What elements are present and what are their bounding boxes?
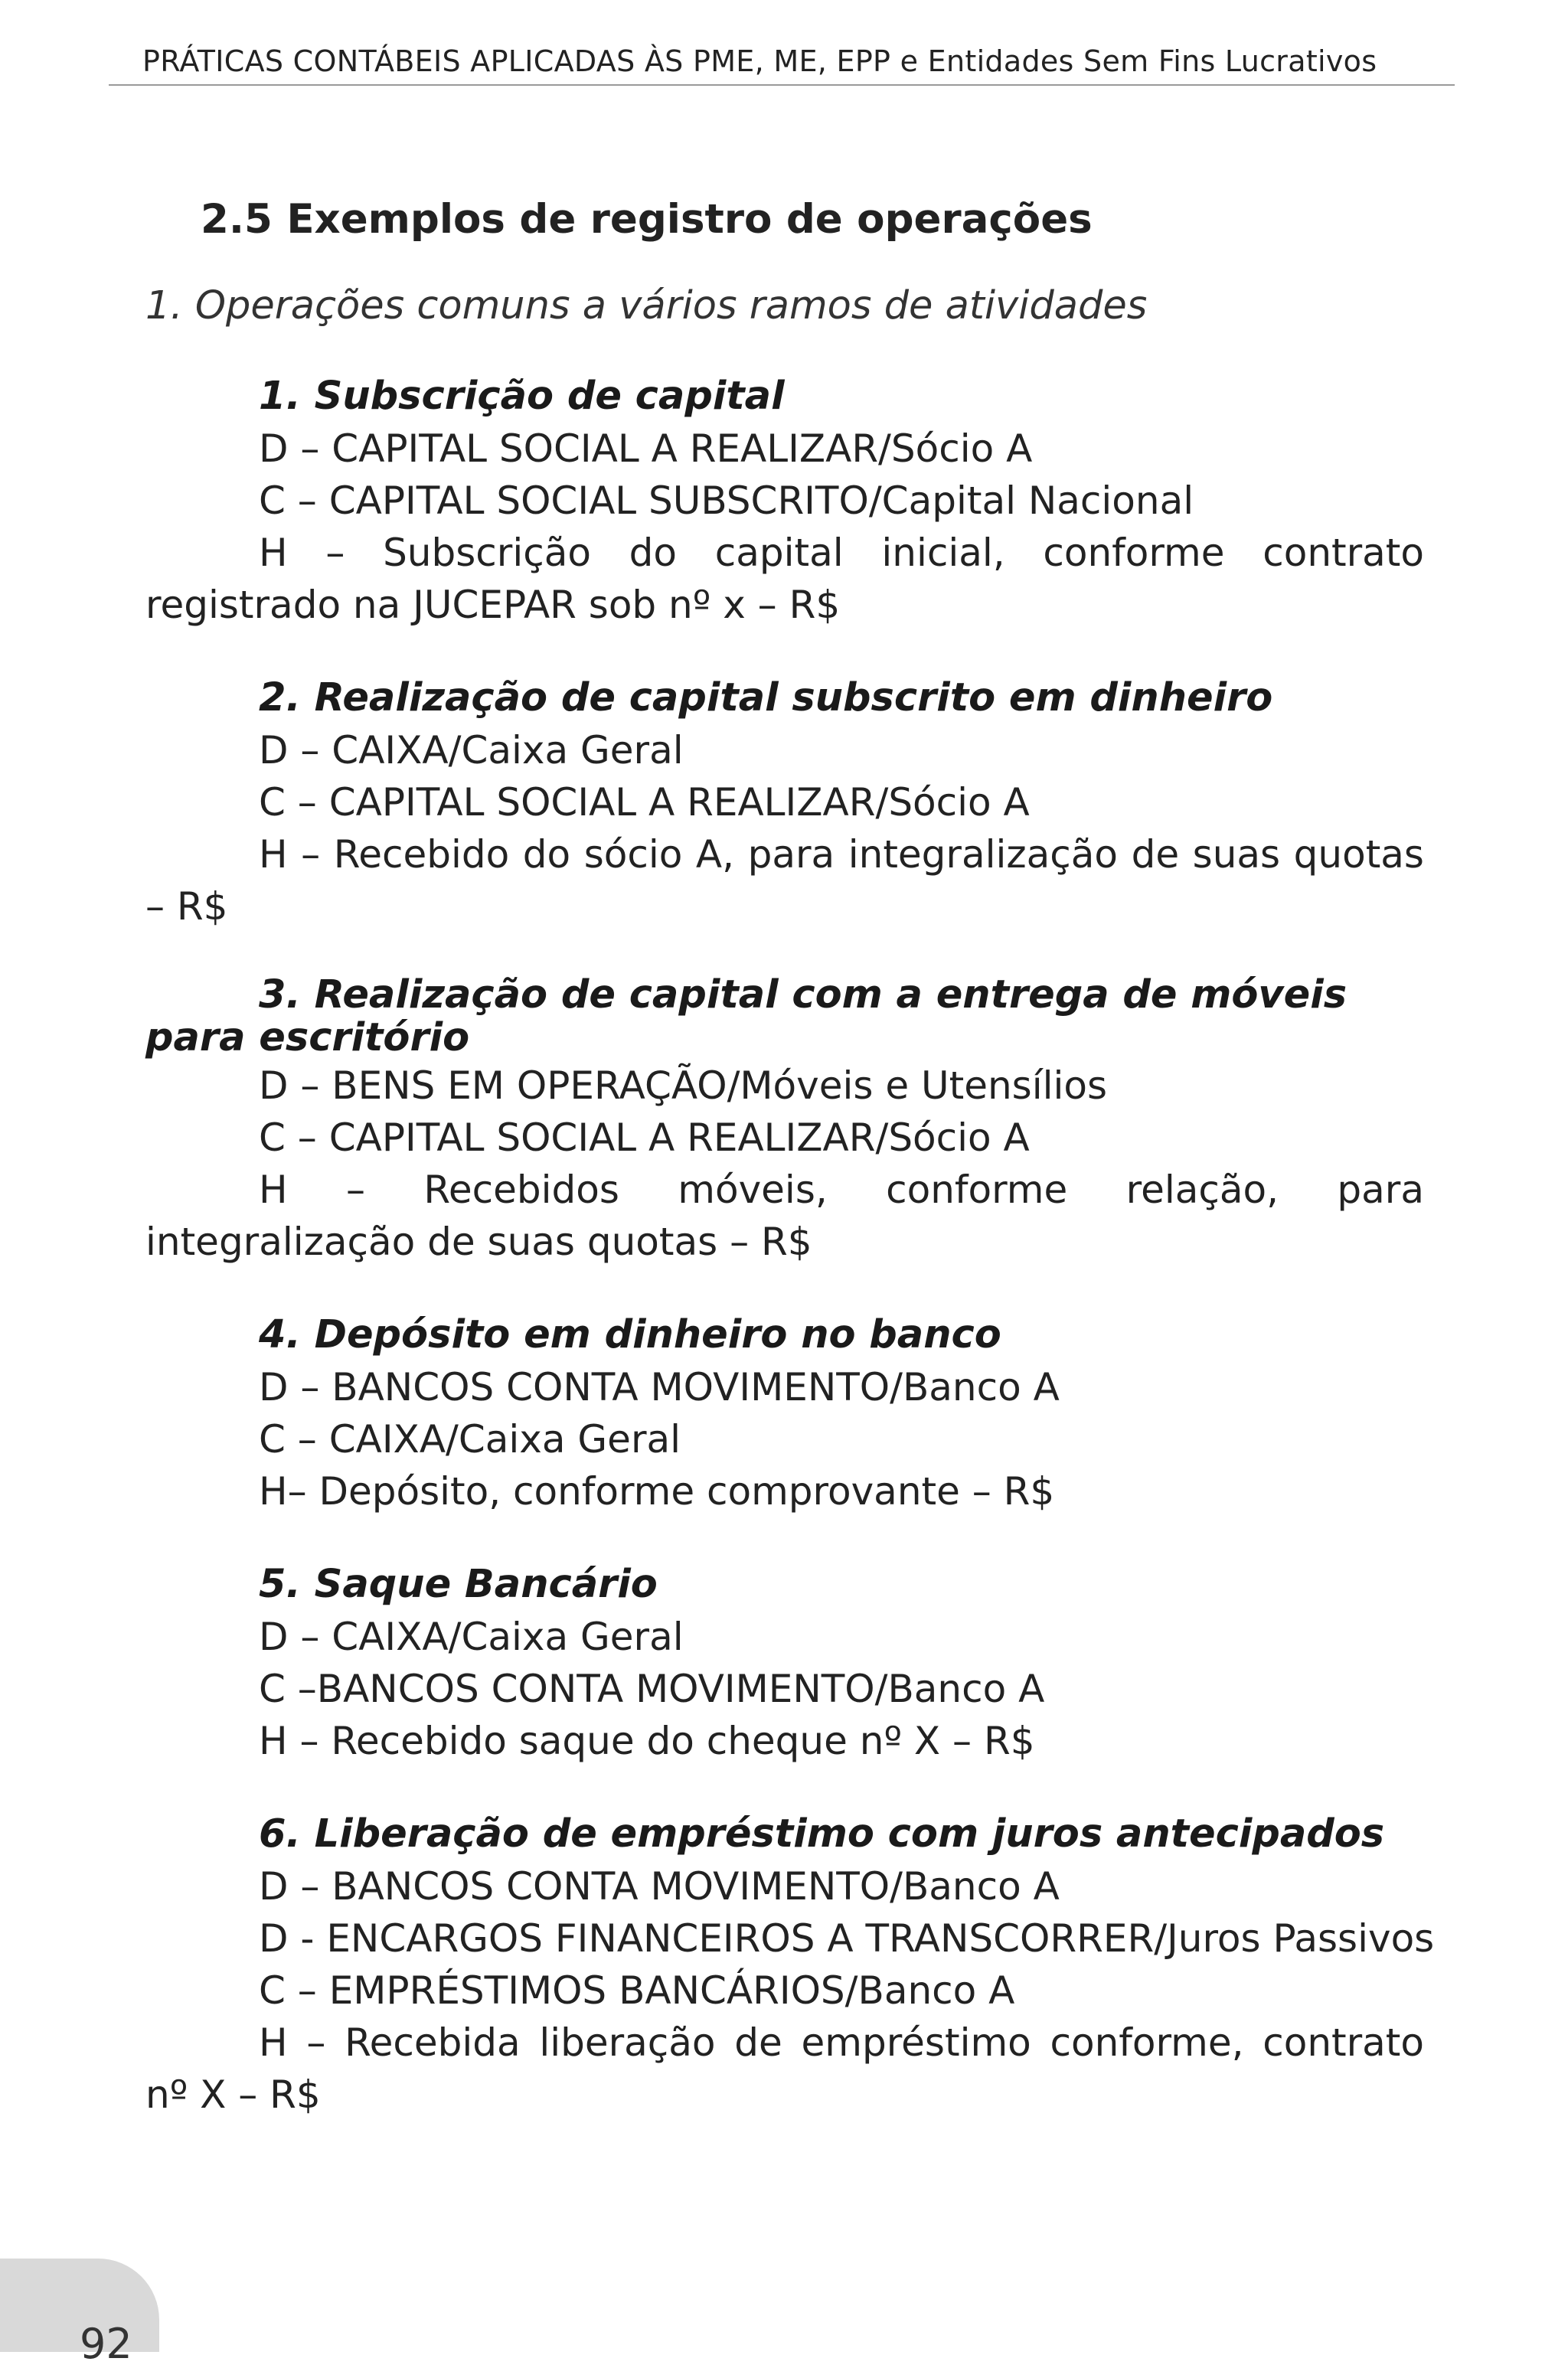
entry <box>145 371 1424 631</box>
debit-line: D – CAIXA/Caixa Geral <box>259 1615 684 1659</box>
credit-line: C – CAPITAL SOCIAL A REALIZAR/Sócio A <box>259 1115 1030 1160</box>
credit-line: C – EMPRÉSTIMOS BANCÁRIOS/Banco A <box>259 1968 1015 2013</box>
credit-line: C – CAPITAL SOCIAL A REALIZAR/Sócio A <box>259 780 1030 825</box>
entry-title: 5. Saque Bancário <box>259 1562 658 1607</box>
credit-line: C – CAIXA/Caixa Geral <box>259 1417 681 1462</box>
entry <box>145 1808 1435 2121</box>
debit-line: D – BANCOS CONTA MOVIMENTO/Banco A <box>259 1365 1060 1409</box>
page-number: 92 <box>80 2320 132 2368</box>
credit-line: C –BANCOS CONTA MOVIMENTO/Banco A <box>259 1667 1045 1711</box>
entry <box>145 1559 1424 1767</box>
history-line: H– Depósito, conforme comprovante – R$ <box>259 1469 1055 1514</box>
section-title: 2.5 Exemplos de registro de operações <box>201 196 1093 243</box>
entry-title: 2. Realização de capital subscrito em dinheiro <box>259 675 1273 720</box>
entry <box>145 1309 1424 1517</box>
history-line: H – Recebida liberação de empréstimo conforme, contrato nº X – R$ <box>145 2020 1424 2117</box>
credit-line: C – CAPITAL SOCIAL SUBSCRITO/Capital Nacional <box>259 478 1194 523</box>
entry <box>145 672 1424 933</box>
entry-title: 4. Depósito em dinheiro no banco <box>259 1312 1001 1357</box>
subsection-title: 1. Operações comuns a vários ramos de atividades <box>145 283 1148 328</box>
running-header: PRÁTICAS CONTÁBEIS APLICADAS ÀS PME, ME, EPP e Entidades Sem Fins Lucrativos <box>142 44 1377 78</box>
debit-line: D – CAPITAL SOCIAL A REALIZAR/Sócio A <box>259 426 1033 471</box>
debit-line: D – BENS EM OPERAÇÃO/Móveis e Utensílios <box>259 1063 1108 1108</box>
entry-title: 1. Subscrição de capital <box>259 374 785 419</box>
header-rule <box>109 84 1455 86</box>
history-line: H – Recebido do sócio A, para integralização de suas quotas – R$ <box>145 832 1424 929</box>
history-line: H – Recebidos móveis, conforme relação, para integralização de suas quotas – R$ <box>145 1168 1424 1264</box>
history-line: H – Recebido saque do cheque nº X – R$ <box>259 1719 1035 1763</box>
entry-title: 6. Liberação de empréstimo com juros antecipados <box>259 1811 1385 1857</box>
debit-line: D – BANCOS CONTA MOVIMENTO/Banco A <box>259 1864 1060 1909</box>
debit-line: D - ENCARGOS FINANCEIROS A TRANSCORRER/Juros Passivos <box>259 1916 1435 1961</box>
entries <box>145 371 1435 2162</box>
debit-line: D – CAIXA/Caixa Geral <box>259 728 684 772</box>
history-line: H – Subscrição do capital inicial, conforme contrato registrado na JUCEPAR sob nº x – R$ <box>145 531 1424 627</box>
entry <box>145 974 1424 1268</box>
entry-title: 3. Realização de capital com a entrega de móveis para escritório <box>145 972 1348 1060</box>
